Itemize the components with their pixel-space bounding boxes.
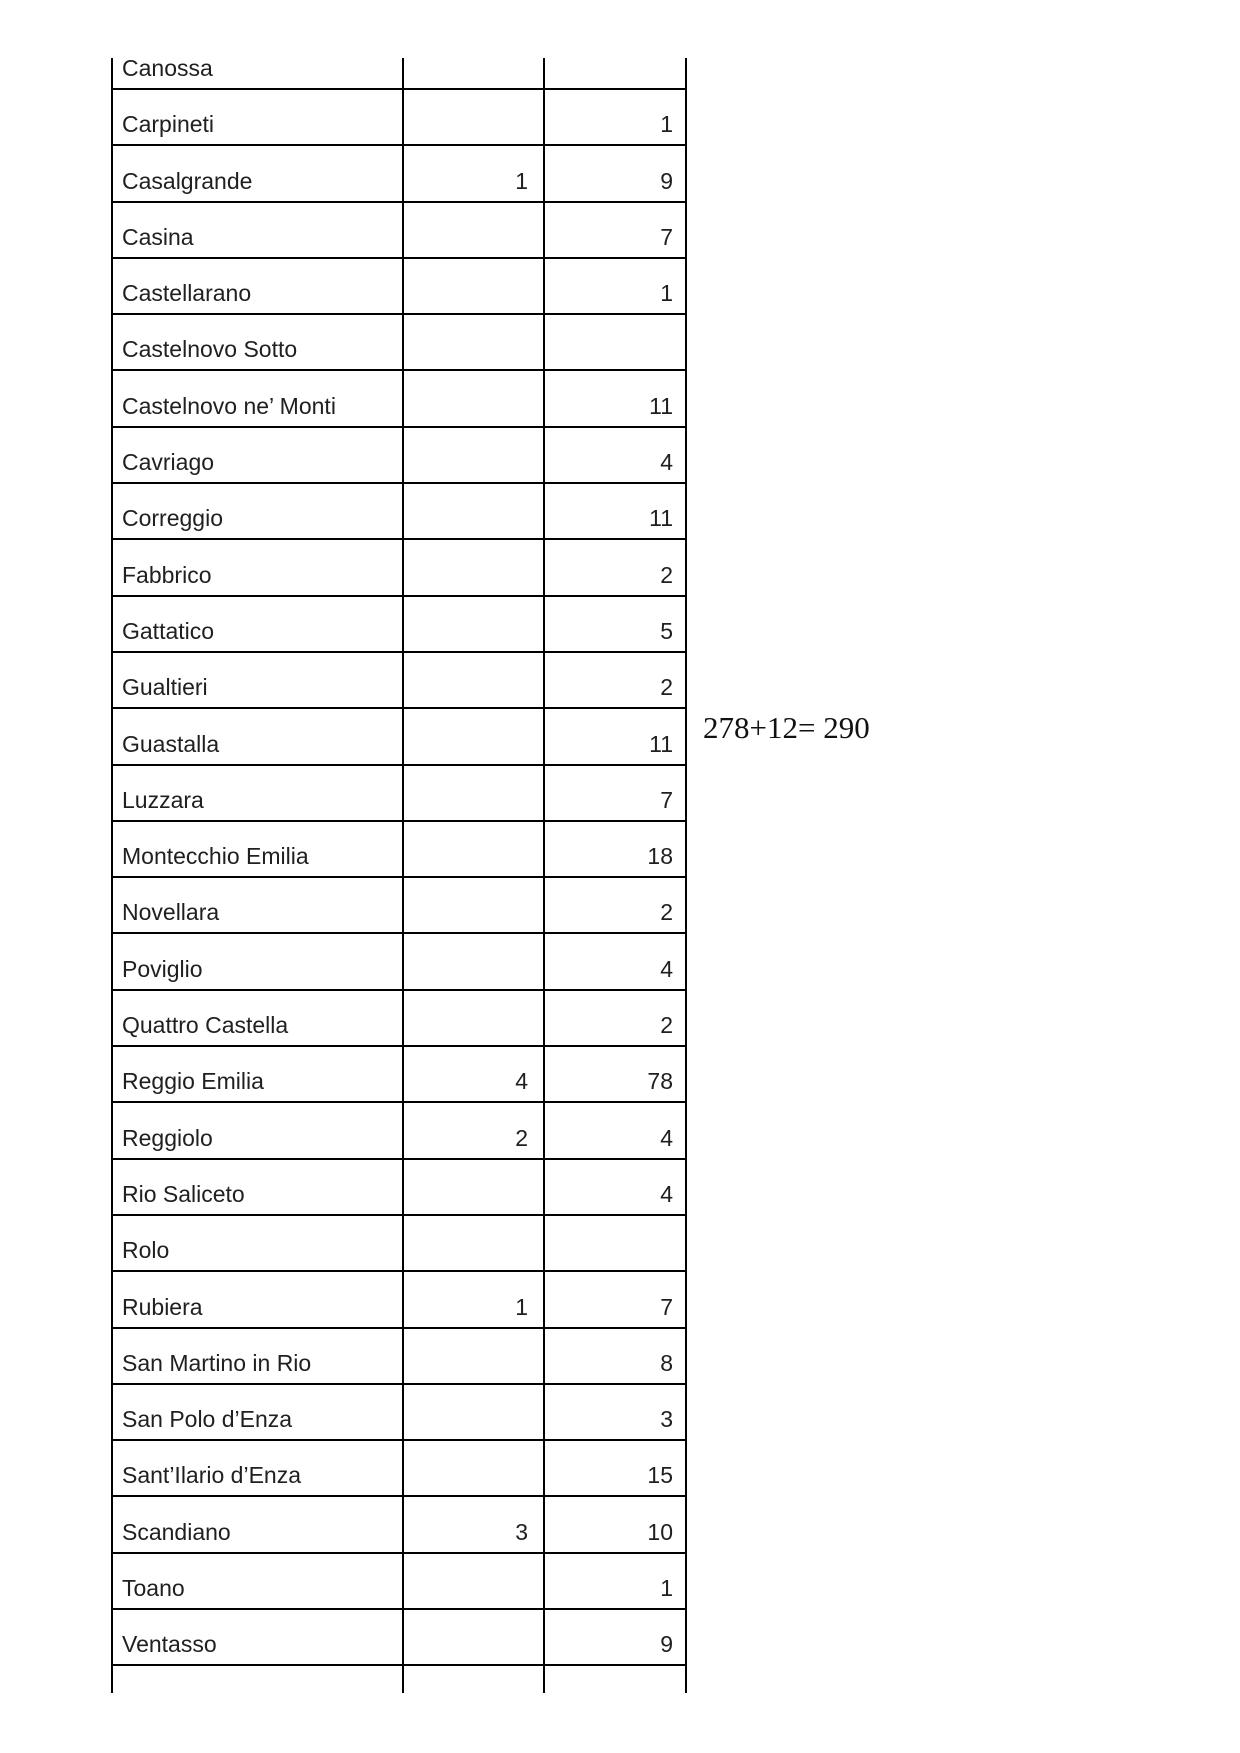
municipality-name-cell: Rio Saliceto [122,1180,245,1207]
municipality-name-cell: Gualtieri [122,674,208,701]
municipality-name-cell: San Polo d’Enza [122,1406,293,1433]
municipality-name-cell: Reggiolo [122,1124,213,1151]
table-row [113,371,685,427]
value-a-cell: 3 [402,1497,543,1551]
municipality-name-cell: Montecchio Emilia [122,843,309,870]
value-a-cell: 1 [402,1272,543,1326]
table-row [113,484,685,540]
table-row [113,934,685,990]
value-a-cell [402,1216,543,1270]
value-b-cell: 10 [543,1497,685,1551]
value-b-cell: 11 [543,484,685,538]
value-a-cell [402,766,543,820]
value-b-cell: 8 [543,1329,685,1383]
value-a-cell [402,428,543,482]
value-b-cell: 2 [543,991,685,1045]
municipality-name-cell: Canossa [122,58,213,81]
table-row [113,1441,685,1497]
table-row [113,315,685,371]
table-row [113,540,685,596]
value-b-cell [543,1216,685,1270]
sum-annotation: 278+12= 290 [703,710,870,745]
municipality-name-cell: Cavriago [122,449,215,476]
value-b-cell: 4 [543,1103,685,1157]
value-a-cell [402,597,543,651]
table-row [113,878,685,934]
municipality-name-cell: Ventasso [122,1631,217,1658]
value-b-cell: 7 [543,1272,685,1326]
municipality-name-cell [113,1666,402,1693]
municipality-name-cell: Rubiera [122,1293,203,1320]
municipality-name-cell: Toano [122,1575,185,1602]
municipality-name-cell: Novellara [122,899,220,926]
table-row [113,259,685,315]
value-a-cell [402,878,543,932]
value-b-cell: 1 [543,259,685,313]
value-b-cell: 11 [543,709,685,763]
municipality-name-cell: San Martino in Rio [122,1349,312,1376]
table-row [113,428,685,484]
value-a-cell [402,1160,543,1214]
municipality-name-cell: Correggio [122,505,223,532]
value-a-cell: 1 [402,146,543,200]
value-b-cell: 2 [543,653,685,707]
value-b-cell: 5 [543,597,685,651]
table-row [113,1160,685,1216]
value-a-cell: 4 [402,1047,543,1101]
value-a-cell [402,259,543,313]
value-b-cell: 78 [543,1047,685,1101]
value-a-cell [402,1441,543,1495]
value-a-cell [402,822,543,876]
table-row [113,766,685,822]
value-a-cell [402,1554,543,1608]
table-row [113,90,685,146]
value-a-cell: 2 [402,1103,543,1157]
value-b-cell: 15 [543,1441,685,1495]
value-a-cell [402,90,543,144]
value-b-cell: 2 [543,540,685,594]
value-a-cell [402,1329,543,1383]
value-a-cell [402,58,543,88]
table-row [113,1216,685,1272]
value-b-cell [543,315,685,369]
municipality-name-cell: Fabbrico [122,561,212,588]
value-a-cell [402,653,543,707]
value-b-cell [543,1666,685,1693]
value-a-cell [402,991,543,1045]
municipality-name-cell: Casalgrande [122,167,253,194]
municipality-name-cell: Castelnovo ne’ Monti [122,392,336,419]
table-row [113,709,685,765]
municipality-name-cell: Scandiano [122,1518,231,1545]
value-a-cell [402,484,543,538]
value-b-cell: 4 [543,1160,685,1214]
municipality-name-cell: Luzzara [122,786,204,813]
table-row [113,1385,685,1441]
value-b-cell: 11 [543,371,685,425]
municipality-name-cell: Carpineti [122,111,215,138]
value-a-cell [402,1385,543,1439]
value-b-cell: 7 [543,766,685,820]
municipality-name-cell: Casina [122,223,194,250]
value-a-cell [402,934,543,988]
value-a-cell [402,1666,543,1693]
municipality-name-cell: Castellarano [122,280,252,307]
table-row [113,203,685,259]
table-row [113,1272,685,1328]
municipality-name-cell: Gattatico [122,617,215,644]
municipality-name-cell: Guastalla [122,730,220,757]
value-a-cell [402,203,543,257]
table-row [113,58,685,90]
table-row [113,1103,685,1159]
value-b-cell: 3 [543,1385,685,1439]
value-b-cell: 1 [543,90,685,144]
table-row [113,1554,685,1610]
value-b-cell: 4 [543,934,685,988]
municipality-name-cell: Reggio Emilia [122,1068,264,1095]
value-b-cell: 4 [543,428,685,482]
table-row [113,991,685,1047]
value-b-cell: 2 [543,878,685,932]
table-row-partial [113,1666,685,1693]
table-row [113,597,685,653]
value-b-cell: 1 [543,1554,685,1608]
municipality-name-cell: Sant’Ilario d’Enza [122,1462,301,1489]
municipality-name-cell: Quattro Castella [122,1012,289,1039]
table-row [113,653,685,709]
table-row [113,1329,685,1385]
table-row [113,146,685,202]
municipality-name-cell: Castelnovo Sotto [122,336,298,363]
value-a-cell [402,540,543,594]
municipality-name-cell: Rolo [122,1237,170,1264]
value-b-cell [543,58,685,88]
municipality-name-cell: Poviglio [122,955,203,982]
table-row [113,1047,685,1103]
table-row [113,822,685,878]
value-b-cell: 9 [543,146,685,200]
value-a-cell [402,709,543,763]
table-row [113,1497,685,1553]
value-a-cell [402,371,543,425]
value-b-cell: 18 [543,822,685,876]
municipality-table [111,58,687,1693]
value-a-cell [402,315,543,369]
value-b-cell: 9 [543,1610,685,1664]
value-b-cell: 7 [543,203,685,257]
value-a-cell [402,1610,543,1664]
table-row [113,1610,685,1666]
